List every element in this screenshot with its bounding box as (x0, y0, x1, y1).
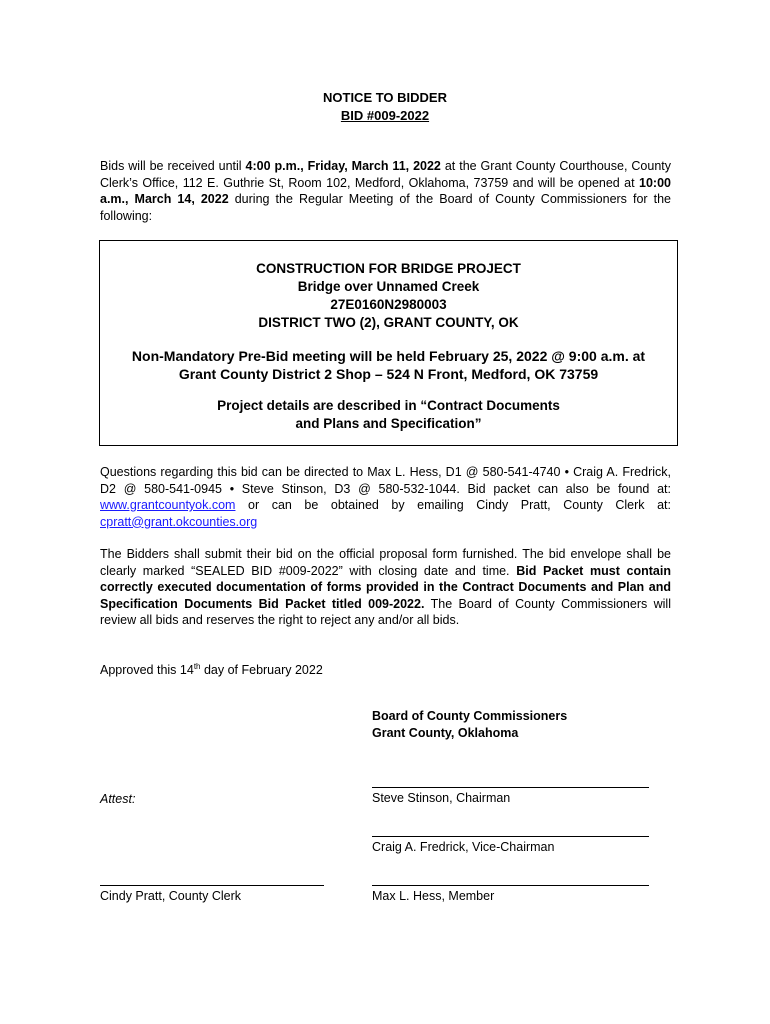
bid-number: BID #009-2022 (340, 108, 430, 123)
approval-text-1: Approved this 14 (100, 663, 194, 677)
questions-text-2: or can be obtained by emailing Cindy Pratt, County Clerk at: (235, 498, 671, 512)
bid-opening: 10:00 a.m., March 14, 2022 (100, 175, 671, 206)
intro-text-3: during the Regular Meeting of the Board of County Commissioners for the following: (100, 192, 672, 223)
board-line-1: Board of County Commissioners (372, 709, 568, 723)
intro-text-1: Bids will be received until (100, 159, 246, 173)
chairman-name: Steve Stinson, Chairman (372, 791, 511, 805)
chairman-signature-line (372, 787, 649, 788)
project-line-2: Bridge over Unnamed Creek (297, 279, 480, 294)
prebid-meeting (100, 347, 677, 383)
approval-text-2: day of February 2022 (200, 663, 323, 677)
clerk-name: Cindy Pratt, County Clerk (100, 889, 242, 903)
vice-chairman-name: Craig A. Fredrick, Vice-Chairman (372, 840, 555, 854)
clerk-signature-line (100, 885, 324, 886)
website-link[interactable]: www.grantcountyok.com (100, 498, 236, 512)
submission-text-2: The Board of County Commissioners will review all bids and reserves the right to reject any and/or all bids. (100, 596, 671, 627)
notice-title: NOTICE TO BIDDER (323, 90, 447, 105)
project-details (100, 397, 677, 433)
vice-chairman-signature-line (372, 836, 649, 837)
approval-superscript: th (193, 661, 201, 671)
approval-line (100, 662, 323, 679)
project-line-4: DISTRICT TWO (2), GRANT COUNTY, OK (258, 315, 519, 330)
project-line-3: 27E0160N2980003 (330, 297, 447, 312)
questions-text-1: Questions regarding this bid can be directed to Max L. Hess, D1 @ 580-541-4740 • Craig A. Fredrick, D2 @ 580-541-0945 • Steve Stinson, D3 @ 580-532-1044. Bid packet can also be found at: (100, 465, 671, 496)
submission-bold: Bid Packet must contain correctly executed documentation of forms provided in the Contract Documents and Plan and Specification Documents Bid Packet titled 009-2022. (100, 563, 671, 611)
intro-paragraph (100, 158, 671, 224)
details-line-2: and Plans and Specification” (295, 416, 482, 431)
submission-paragraph (100, 546, 671, 629)
board-line-2: Grant County, Oklahoma (372, 725, 519, 740)
questions-paragraph (100, 464, 671, 530)
submission-text-1: The Bidders shall submit their bid on the official proposal form furnished. The bid envelope shall be clearly marked “SEALED BID #009-2022” with closing date and time. (100, 547, 671, 578)
intro-text-2: at the Grant County Courthouse, County Clerk’s Office, 112 E. Guthrie St, Room 102, Medford, Oklahoma, 73759 and will be opened at (100, 159, 672, 190)
prebid-line-1: Non-Mandatory Pre-Bid meeting will be held February 25, 2022 @ 9:00 a.m. at (131, 348, 646, 364)
board-block (372, 708, 567, 741)
project-line-1: CONSTRUCTION FOR BRIDGE PROJECT (256, 261, 521, 276)
notice-title-block (0, 89, 770, 125)
details-line-1: Project details are described in “Contract Documents (217, 398, 560, 413)
attest-label: Attest: (100, 792, 136, 806)
member-signature-line (372, 885, 649, 886)
project-box (99, 240, 678, 446)
bid-deadline: 4:00 p.m., Friday, March 11, 2022 (245, 159, 441, 173)
email-link[interactable]: cpratt@grant.okcounties.org (100, 514, 258, 529)
member-name: Max L. Hess, Member (372, 889, 495, 903)
prebid-line-2: Grant County District 2 Shop – 524 N Front, Medford, OK 73759 (178, 366, 599, 382)
project-heading (100, 260, 677, 332)
